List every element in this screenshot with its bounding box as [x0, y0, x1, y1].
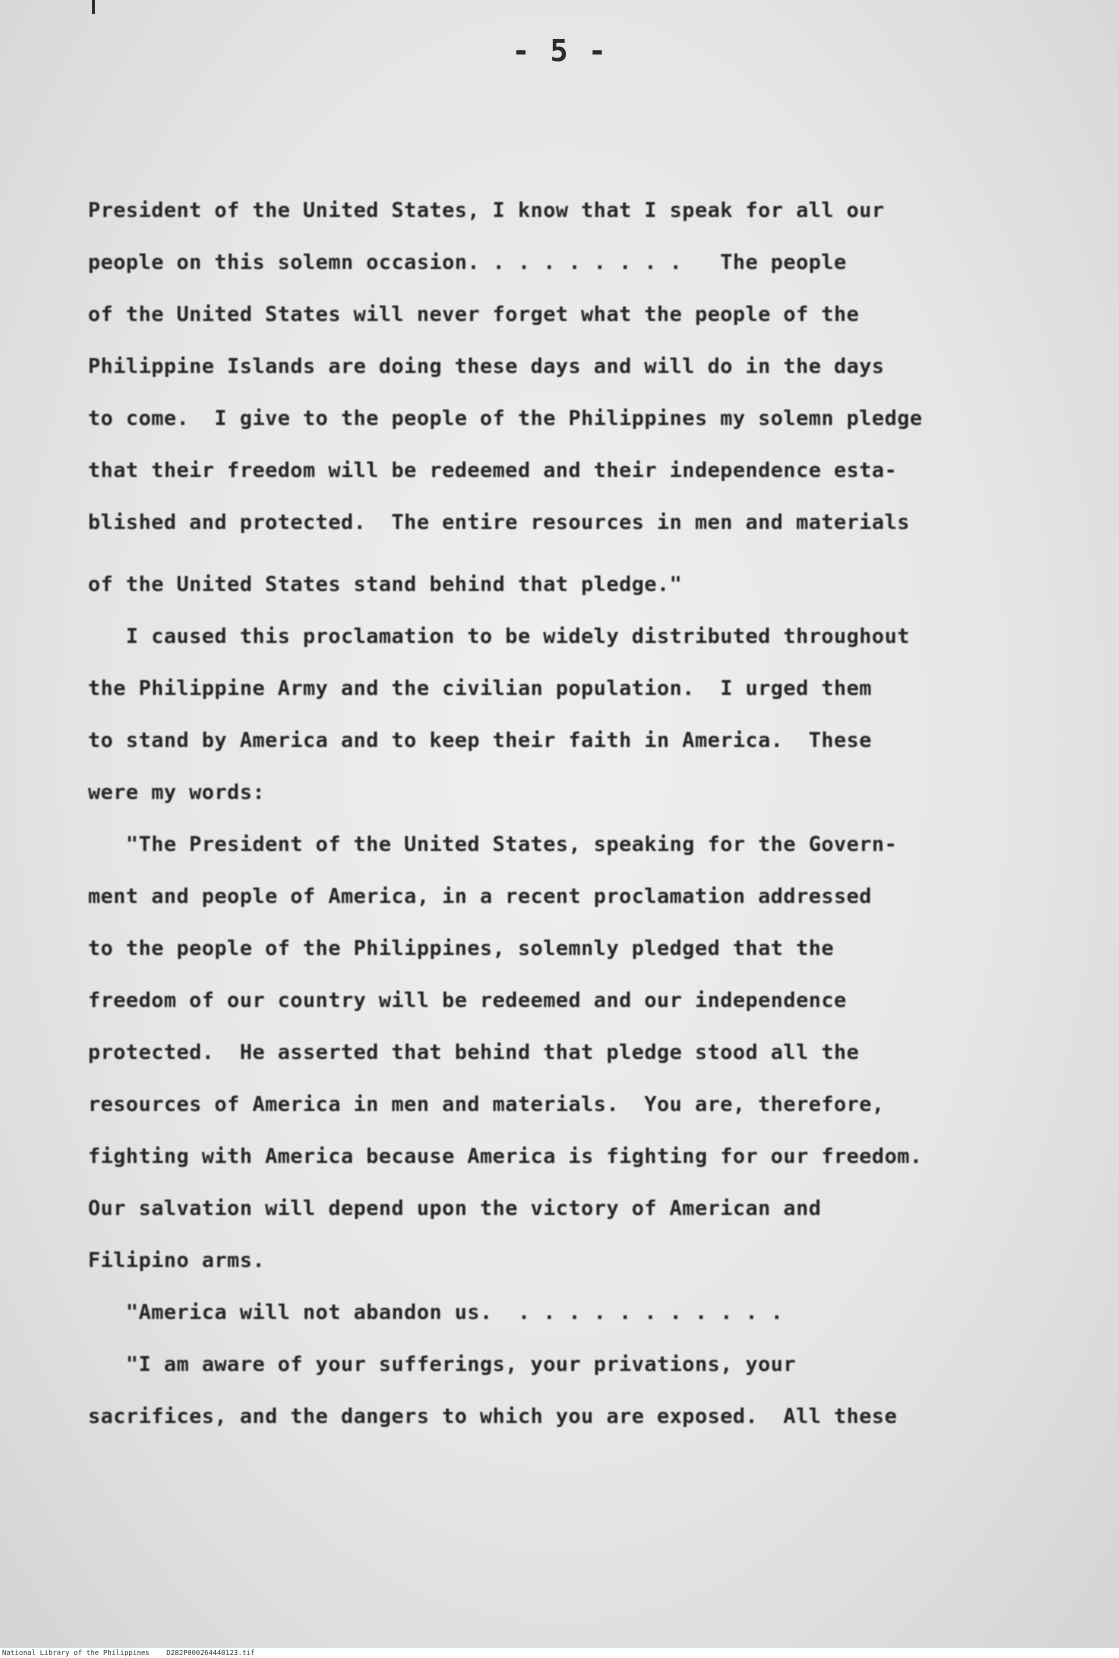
text-line: to stand by America and to keep their faith in America. These: [88, 728, 872, 752]
text-line: that their freedom will be redeemed and their independence esta-: [88, 458, 898, 482]
text-line: "The President of the United States, speaking for the Govern-: [88, 832, 898, 856]
text-line: the Philippine Army and the civilian population. I urged them: [88, 676, 872, 700]
page-number: - 5 -: [511, 34, 608, 69]
archive-footer: National Library of the Philippines D282P000264440123.tif: [0, 1648, 1119, 1658]
text-line: ment and people of America, in a recent proclamation addressed: [88, 884, 872, 908]
text-line: resources of America in men and materials. You are, therefore,: [88, 1092, 885, 1116]
text-line: blished and protected. The entire resources in men and materials: [88, 510, 910, 534]
text-line: "I am aware of your sufferings, your privations, your: [88, 1352, 796, 1376]
text-line: of the United States will never forget what the people of the: [88, 302, 860, 326]
text-line: freedom of our country will be redeemed and our independence: [88, 988, 847, 1012]
text-line: "America will not abandon us. . . . . . . . . . . .: [88, 1300, 784, 1324]
text-line: protected. He asserted that behind that pledge stood all the: [88, 1040, 860, 1064]
text-line: Philippine Islands are doing these days and will do in the days: [88, 354, 885, 378]
text-line: of the United States stand behind that pledge.": [88, 572, 683, 596]
text-line: to come. I give to the people of the Philippines my solemn pledge: [88, 406, 923, 430]
text-line: were my words:: [88, 780, 265, 804]
text-line: I caused this proclamation to be widely distributed throughout: [88, 624, 910, 648]
scan-edge-mark: [92, 0, 95, 14]
text-line: fighting with America because America is fighting for our freedom.: [88, 1144, 923, 1168]
text-line: President of the United States, I know that I speak for all our: [88, 198, 885, 222]
text-line: Filipino arms.: [88, 1248, 265, 1272]
text-line: Our salvation will depend upon the victory of American and: [88, 1196, 822, 1220]
text-line: people on this solemn occasion. . . . . . . . . The people: [88, 250, 847, 274]
text-line: to the people of the Philippines, solemnly pledged that the: [88, 936, 834, 960]
text-line: sacrifices, and the dangers to which you are exposed. All these: [88, 1404, 898, 1428]
